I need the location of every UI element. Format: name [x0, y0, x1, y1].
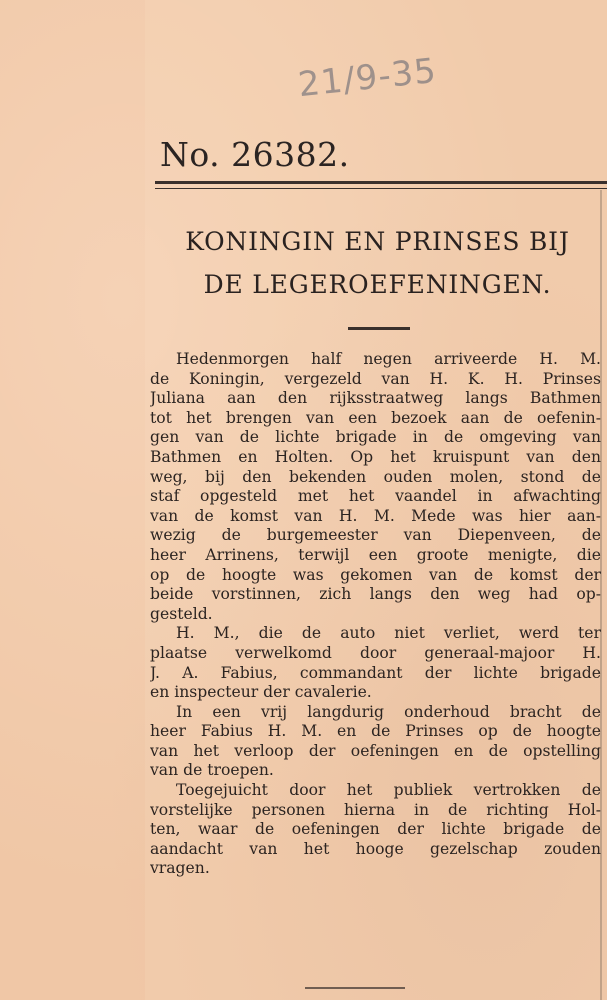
paragraph-2 — [150, 624, 601, 702]
paragraph-line: In een vrij langdurig onderhoud bracht de — [176, 702, 601, 721]
headline-line-2: DE LEGEROEFENINGEN. — [203, 270, 552, 299]
paragraph-line: heer Fabius H. M. en de Prinses op de hoogte — [150, 722, 601, 741]
paragraph-line: staf opgesteld met het vaandel in afwachting — [150, 487, 601, 506]
headline-divider — [348, 327, 410, 330]
paragraph-line: H. M., die de auto niet verliet, werd ter — [176, 624, 601, 643]
paragraph-line: Bathmen en Holten. Op het kruispunt van den — [150, 447, 601, 466]
paragraph-line: vragen. — [150, 859, 210, 878]
end-rule — [305, 987, 405, 989]
paragraph-line: beide vorstinnen, zich langs den weg had op- — [150, 585, 601, 604]
paragraph-line: Toegejuicht door het publiek vertrokken de — [176, 781, 601, 800]
paragraph-line: de Koningin, vergezeld van H. K. H. Prinses — [150, 369, 601, 388]
clipping-number: No. 26382. — [160, 135, 350, 174]
paragraph-line: tot het brengen van een bezoek aan de oefenin- — [150, 408, 601, 427]
paragraph-line: gesteld. — [150, 604, 213, 623]
paragraph-line: vorstelijke personen hierna in de richting Hol- — [150, 800, 601, 819]
paragraph-1 — [150, 350, 601, 624]
paragraph-line: Hedenmorgen half negen arriveerde H. M. — [176, 350, 601, 368]
paragraph-line: van de komst van H. M. Mede was hier aan- — [150, 506, 601, 525]
headline — [150, 220, 605, 306]
paragraph-line: aandacht van het hooge gezelschap zouden — [150, 839, 601, 858]
paragraph-line: gen van de lichte brigade in de omgeving van — [150, 428, 601, 447]
paragraph-line: op de hoogte was gekomen van de komst der — [150, 565, 601, 584]
paragraph-line: wezig de burgemeester van Diepenveen, de — [150, 526, 601, 545]
paragraph-line: van de troepen. — [150, 761, 274, 780]
paragraph-line: heer Arrinens, terwijl een groote menigte, die — [150, 545, 601, 564]
paragraph-line: ten, waar de oefeningen der lichte brigade de — [150, 820, 601, 839]
headline-line-1: KONINGIN EN PRINSES BIJ — [185, 227, 570, 256]
paragraph-line: weg, bij den bekenden ouden molen, stond de — [150, 467, 601, 486]
paragraph-line: Juliana aan den rijksstraatweg langs Bathmen — [150, 389, 601, 408]
header-rule-thick — [155, 181, 607, 184]
clipping-right-edge — [600, 190, 602, 1000]
paragraph-4 — [150, 781, 601, 879]
paragraph-line: plaatse verwelkomd door generaal-majoor H. — [150, 643, 601, 662]
pencil-date-annotation: 21/9-35 — [296, 50, 439, 106]
paragraph-line: en inspecteur der cavalerie. — [150, 683, 372, 702]
paragraph-line: van het verloop der oefeningen en de opstelling — [150, 741, 601, 760]
header-rule-thin — [155, 188, 607, 189]
paragraph-line: J. A. Fabius, commandant der lichte brigade — [150, 663, 601, 682]
paragraph-3 — [150, 703, 601, 781]
article-body — [150, 350, 601, 879]
